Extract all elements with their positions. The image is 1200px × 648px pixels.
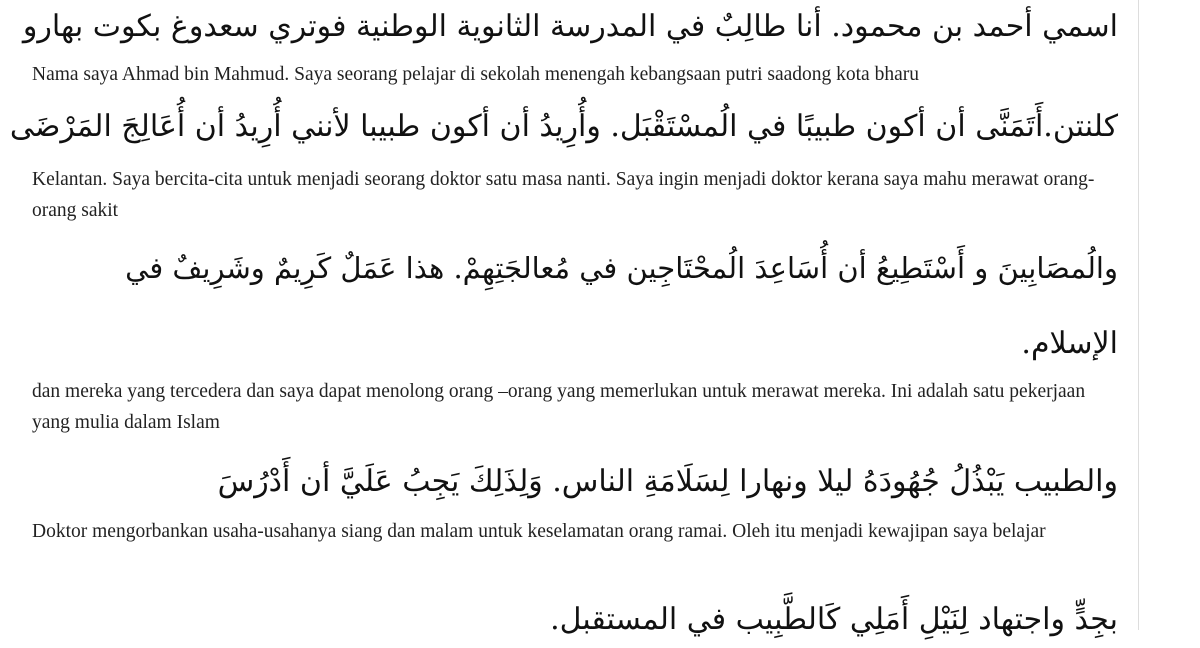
arabic-line-3: والُمصَابِينَ و أَسْتَطِيعُ أن أُسَاعِدَ الُمحْتَاجِين في مُعالجَتِهِمْ. هذا عَمَلٌ كَرِيمٌ وشَرِيفٌ في xyxy=(125,251,1118,285)
malay-translation-2: Kelantan. Saya bercita-cita untuk menjadi seorang doktor satu masa nanti. Saya ingin menjadi doktor kerana saya mahu merawat orang-orang sakit xyxy=(32,169,1095,221)
malay-translation-1: Nama saya Ahmad bin Mahmud. Saya seorang pelajar di sekolah menengah kebangsaan putri saadong kota bharu xyxy=(32,64,919,85)
arabic-line-4: الإسلام. xyxy=(1021,326,1118,361)
malay-translation-3: dan mereka yang tercedera dan saya dapat menolong orang –orang yang memerlukan untuk merawat mereka. Ini adalah satu pekerjaan yang mulia dalam Islam xyxy=(32,381,1086,433)
arabic-line-2: كلنتن.أَتَمَنَّى أن أكون طبيبًا في الُمسْتَقْبَل. وأُرِيدُ أن أكون طبيبا لأنني أُرِيدُ أن أُعَالِجَ المَرْضَى xyxy=(9,109,1118,144)
malay-translation-4: Doktor mengorbankan usaha-usahanya siang dan malam untuk keselamatan orang ramai. Oleh itu menjadi kewajipan saya belajar xyxy=(32,521,1046,542)
arabic-line-1: اسمي أحمد بن محمود. أنا طالِبٌ في المدرسة الثانوية الوطنية فوتري سعدوغ بكوت بهارو xyxy=(22,9,1118,44)
arabic-line-6: بجِدٍّ واجتهاد لِنَيْلِ أَمَلِي كَالطَّبِيب في المستقبل. xyxy=(550,602,1118,637)
arabic-line-5: والطبيب يَبْذُلُ جُهُودَهُ ليلا ونهارا لِسَلَامَةِ الناس. وَلِذَلِكَ يَجِبُ عَلَيَّ أن أَدْرُسَ xyxy=(217,464,1118,499)
page-edge-divider xyxy=(1138,0,1139,630)
